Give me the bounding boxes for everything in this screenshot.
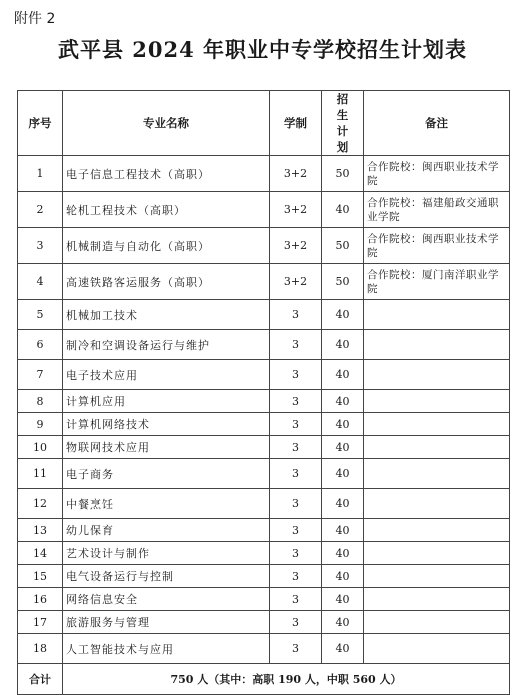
row-term: 3+2	[270, 264, 322, 300]
row-term: 3	[270, 390, 322, 413]
row-term: 3	[270, 413, 322, 436]
row-seq: 10	[18, 436, 63, 459]
row-major-name: 电子信息工程技术（高职）	[63, 156, 270, 192]
row-plan: 40	[322, 436, 364, 459]
row-seq: 16	[18, 588, 63, 611]
row-plan: 40	[322, 634, 364, 664]
row-term: 3	[270, 459, 322, 489]
row-term: 3	[270, 436, 322, 459]
row-major-name: 轮机工程技术（高职）	[63, 192, 270, 228]
row-major-name: 旅游服务与管理	[63, 611, 270, 634]
row-plan: 50	[322, 264, 364, 300]
row-major-name: 中餐烹饪	[63, 489, 270, 519]
row-major-name: 计算机网络技术	[63, 413, 270, 436]
row-plan: 50	[322, 228, 364, 264]
row-term: 3	[270, 330, 322, 360]
row-term: 3	[270, 300, 322, 330]
table-row	[18, 300, 510, 330]
row-plan: 50	[322, 156, 364, 192]
table-row	[18, 264, 510, 300]
row-plan: 40	[322, 300, 364, 330]
row-seq: 1	[18, 156, 63, 192]
document-title: 武平县 2024 年职业中专学校招生计划表	[57, 37, 468, 62]
row-term: 3	[270, 519, 322, 542]
row-term: 3+2	[270, 228, 322, 264]
table-row	[18, 588, 510, 611]
row-note	[364, 542, 510, 565]
table-row	[18, 330, 510, 360]
row-plan: 40	[322, 519, 364, 542]
row-seq: 4	[18, 264, 63, 300]
row-major-name: 制冷和空调设备运行与维护	[63, 330, 270, 360]
attachment-label: 附件 2	[14, 11, 56, 27]
table-row	[18, 519, 510, 542]
row-plan: 40	[322, 330, 364, 360]
row-major-name: 网络信息安全	[63, 588, 270, 611]
table-total-row	[18, 664, 510, 695]
row-seq: 13	[18, 519, 63, 542]
table-row	[18, 542, 510, 565]
enrollment-plan-table	[17, 90, 510, 695]
row-plan: 40	[322, 489, 364, 519]
row-plan: 40	[322, 360, 364, 390]
row-plan: 40	[322, 565, 364, 588]
row-major-name: 计算机应用	[63, 390, 270, 413]
row-note	[364, 519, 510, 542]
row-seq: 2	[18, 192, 63, 228]
row-note	[364, 436, 510, 459]
row-seq: 7	[18, 360, 63, 390]
table-row	[18, 459, 510, 489]
row-note	[364, 330, 510, 360]
row-major-name: 电气设备运行与控制	[63, 565, 270, 588]
row-note	[364, 390, 510, 413]
row-plan: 40	[322, 413, 364, 436]
table-row	[18, 228, 510, 264]
row-seq: 5	[18, 300, 63, 330]
row-plan: 40	[322, 390, 364, 413]
row-seq: 9	[18, 413, 63, 436]
row-major-name: 物联网技术应用	[63, 436, 270, 459]
row-note	[364, 360, 510, 390]
table-row	[18, 436, 510, 459]
table-header-row	[18, 91, 510, 156]
row-seq: 14	[18, 542, 63, 565]
row-major-name: 电子技术应用	[63, 360, 270, 390]
row-term: 3	[270, 634, 322, 664]
row-major-name: 机械加工技术	[63, 300, 270, 330]
row-major-name: 艺术设计与制作	[63, 542, 270, 565]
row-seq: 6	[18, 330, 63, 360]
row-term: 3	[270, 360, 322, 390]
row-term: 3	[270, 565, 322, 588]
row-term: 3	[270, 542, 322, 565]
total-value: 750 人（其中：高职 190 人，中职 560 人）	[63, 664, 510, 695]
row-note	[364, 489, 510, 519]
row-term: 3+2	[270, 156, 322, 192]
row-plan: 40	[322, 542, 364, 565]
header-plan: 招生计划	[322, 91, 364, 156]
table-row	[18, 360, 510, 390]
row-term: 3+2	[270, 192, 322, 228]
row-major-name: 高速铁路客运服务（高职）	[63, 264, 270, 300]
row-note	[364, 459, 510, 489]
table-row	[18, 192, 510, 228]
row-seq: 3	[18, 228, 63, 264]
table-row	[18, 634, 510, 664]
row-note	[364, 588, 510, 611]
row-seq: 15	[18, 565, 63, 588]
row-term: 3	[270, 588, 322, 611]
row-note: 合作院校：闽西职业技术学院	[364, 156, 510, 192]
header-seq: 序号	[18, 91, 63, 156]
table-body	[18, 156, 510, 664]
row-note	[364, 565, 510, 588]
row-note	[364, 611, 510, 634]
row-seq: 12	[18, 489, 63, 519]
table-row	[18, 156, 510, 192]
header-major-name: 专业名称	[63, 91, 270, 156]
row-major-name: 电子商务	[63, 459, 270, 489]
row-plan: 40	[322, 611, 364, 634]
total-label: 合计	[18, 664, 63, 695]
row-plan: 40	[322, 192, 364, 228]
table-row	[18, 390, 510, 413]
row-seq: 17	[18, 611, 63, 634]
row-major-name: 人工智能技术与应用	[63, 634, 270, 664]
row-note	[364, 413, 510, 436]
row-major-name: 机械制造与自动化（高职）	[63, 228, 270, 264]
row-major-name: 幼儿保育	[63, 519, 270, 542]
row-seq: 18	[18, 634, 63, 664]
row-plan: 40	[322, 588, 364, 611]
row-note	[364, 300, 510, 330]
table-row	[18, 611, 510, 634]
row-plan: 40	[322, 459, 364, 489]
header-note: 备注	[364, 91, 510, 156]
row-term: 3	[270, 489, 322, 519]
row-seq: 8	[18, 390, 63, 413]
table-row	[18, 489, 510, 519]
table-row	[18, 565, 510, 588]
header-term: 学制	[270, 91, 322, 156]
row-note	[364, 634, 510, 664]
table-row	[18, 413, 510, 436]
row-note: 合作院校：厦门南洋职业学院	[364, 264, 510, 300]
row-term: 3	[270, 611, 322, 634]
row-seq: 11	[18, 459, 63, 489]
row-note: 合作院校：闽西职业技术学院	[364, 228, 510, 264]
row-note: 合作院校：福建船政交通职业学院	[364, 192, 510, 228]
